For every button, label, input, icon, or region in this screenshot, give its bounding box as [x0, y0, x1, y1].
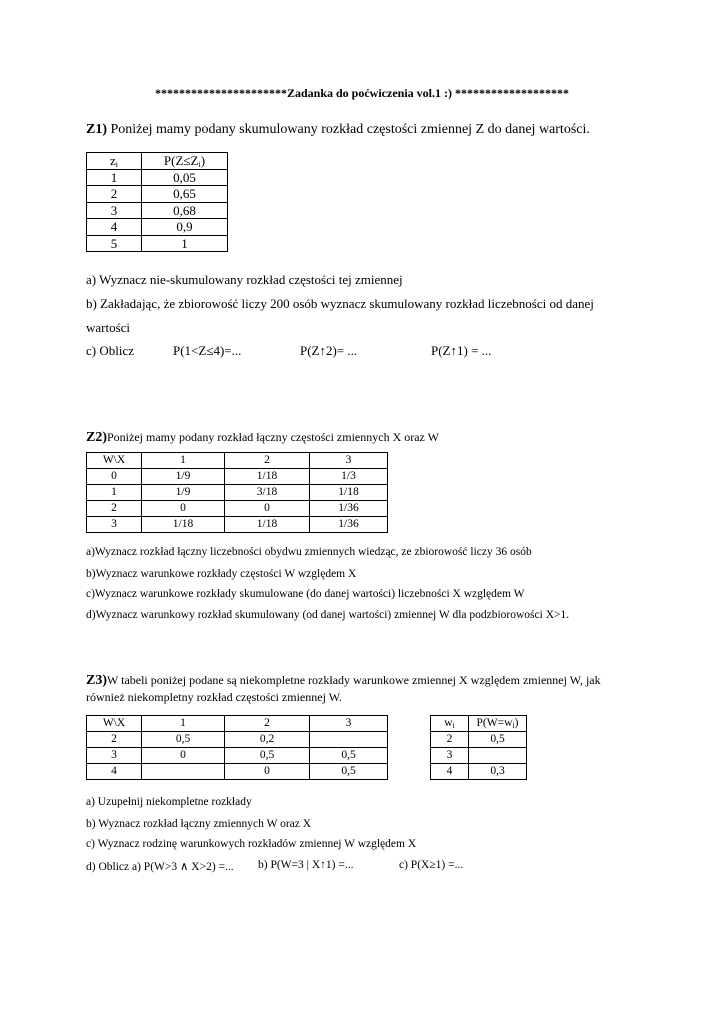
z3-intro-1: W tabeli poniżej podane są niekompletne rozkłady warunkowe zmiennej X względem zmiennej W, jak	[107, 673, 601, 687]
table-header-row	[87, 716, 388, 732]
table-row	[87, 235, 228, 252]
table-cell	[310, 732, 388, 748]
table-cell: 1/36	[310, 517, 388, 533]
table-cell: 0,5	[225, 748, 310, 764]
table-cell: 1/9	[142, 469, 225, 485]
table-cell: 1/18	[310, 485, 388, 501]
table-row	[87, 186, 228, 203]
z2-task-a: a)Wyznacz rozkład łączny liczebności obydwu zmiennych wiedząc, ze zbiorowość liczy 36 osób	[86, 546, 532, 558]
table-cell: 0,5	[310, 748, 388, 764]
header-cell: 3	[310, 716, 388, 732]
table-header-row	[87, 153, 228, 170]
table-cell: 0	[87, 469, 142, 485]
table-cell: 3	[431, 748, 469, 764]
table-cell: 5	[87, 235, 142, 252]
table-cell: 1/18	[225, 517, 310, 533]
table-cell: 1	[87, 169, 142, 186]
table-cell: 4	[87, 764, 142, 780]
table-cell: 0,05	[142, 169, 228, 186]
z1-task-a: a) Wyznacz nie-skumulowany rozkład częstości tej zmiennej	[86, 272, 403, 287]
z3-task-d-1: d) Oblicz a) P(W>3 ∧ X>2) =...	[86, 861, 234, 873]
table-cell: 0	[142, 501, 225, 517]
header-cell: W\X	[87, 453, 142, 469]
z3-task-c: c) Wyznacz rodzinę warunkowych rozkładów zmiennej W względem X	[86, 838, 417, 850]
table-cell: 2	[87, 732, 142, 748]
z2-task-d: d)Wyznacz warunkowy rozkład skumulowany (od danej wartości) zmiennej W dla podzbiorowości X>1.	[86, 609, 570, 621]
table-cell: 0	[225, 764, 310, 780]
header-cell: $P(Z\le Z_i)$	[142, 153, 228, 170]
table-cell: 1	[142, 235, 228, 252]
z2-heading	[86, 430, 439, 446]
table-cell: 0	[225, 501, 310, 517]
header-cell: 1	[142, 453, 225, 469]
table-cell: 3	[87, 517, 142, 533]
table-cell: 3/18	[225, 485, 310, 501]
table-row	[431, 748, 527, 764]
table-cell: 3	[87, 748, 142, 764]
table-cell: 1/3	[310, 469, 388, 485]
z3-table	[86, 715, 388, 780]
header-cell: 2	[225, 453, 310, 469]
z3-w-table	[430, 715, 527, 780]
header-cell: 2	[225, 716, 310, 732]
z2-task-b: b)Wyznacz warunkowe rozkłady częstości W względem X	[86, 568, 357, 580]
table-cell: 2	[431, 732, 469, 748]
table-row	[87, 469, 388, 485]
table-cell: 1/36	[310, 501, 388, 517]
table-cell: 1/18	[225, 469, 310, 485]
z3-intro-2: również niekompletny rozkład częstości zmiennej W.	[86, 690, 342, 704]
z3-task-d-3: c) P(X≥1) =...	[399, 859, 464, 871]
table-cell: 0,5	[142, 732, 225, 748]
table-cell	[469, 748, 527, 764]
table-row	[87, 732, 388, 748]
table-cell: 2	[87, 501, 142, 517]
z1-label: Z1)	[86, 122, 107, 137]
table-cell: 0,3	[469, 764, 527, 780]
table-row	[87, 485, 388, 501]
header-cell: $z_i$	[87, 153, 142, 170]
table-cell: 0,5	[310, 764, 388, 780]
table-cell	[142, 764, 225, 780]
table-row	[87, 169, 228, 186]
z1-table	[86, 152, 228, 252]
table-cell: 0,9	[142, 219, 228, 236]
header-cell: 1	[142, 716, 225, 732]
table-cell: 0,5	[469, 732, 527, 748]
header-cell: W\X	[87, 716, 142, 732]
z1-heading	[86, 122, 590, 138]
table-cell: 4	[431, 764, 469, 780]
table-row	[87, 764, 388, 780]
z3-task-b: b) Wyznacz rozkład łączny zmiennych W oraz X	[86, 818, 312, 830]
header-cell: 3	[310, 453, 388, 469]
z3-task-d-2: b) P(W=3 | X↑1) =...	[258, 859, 354, 871]
table-header-row	[431, 716, 527, 732]
z2-intro: Poniżej mamy podany rozkład łączny częstości zmiennych X oraz W	[107, 430, 439, 444]
z1-task-b: b) Zakładając, że zbiorowość liczy 200 osób wyznacz skumulowany rozkład liczebności od danej	[86, 296, 594, 311]
table-cell: 0,65	[142, 186, 228, 203]
z1-task-c-3: P(Z↑1) = ...	[431, 343, 492, 358]
z1-task-c-label: c) Oblicz	[86, 343, 135, 358]
table-cell: 2	[87, 186, 142, 203]
table-row	[87, 202, 228, 219]
z3-heading	[86, 672, 601, 706]
table-row	[87, 219, 228, 236]
table-row	[87, 501, 388, 517]
z1-intro: Poniżej mamy podany skumulowany rozkład częstości zmiennej Z do danej wartości.	[107, 122, 590, 137]
table-cell: 0,68	[142, 202, 228, 219]
table-cell: 0	[142, 748, 225, 764]
table-cell: 1	[87, 485, 142, 501]
table-row	[431, 764, 527, 780]
page-title: **********************Zadanka do poćwiczenia vol.1 :) *******************	[154, 86, 569, 100]
z1-task-c-2: P(Z↑2)= ...	[300, 343, 358, 358]
table-row	[87, 517, 388, 533]
table-cell: 3	[87, 202, 142, 219]
header-cell: $w_i$	[431, 716, 469, 732]
table-cell: 1/9	[142, 485, 225, 501]
table-row	[87, 748, 388, 764]
table-cell: 1/18	[142, 517, 225, 533]
z1-task-c-1: P(1<Z≤4)=...	[173, 343, 242, 358]
table-cell: 0,2	[225, 732, 310, 748]
z3-label: Z3)	[86, 673, 107, 688]
z2-label: Z2)	[86, 430, 107, 445]
table-row	[431, 732, 527, 748]
z2-table	[86, 452, 388, 533]
z3-task-a: a) Uzupełnij niekompletne rozkłady	[86, 796, 252, 808]
table-cell: 4	[87, 219, 142, 236]
z2-task-c: c)Wyznacz warunkowe rozkłady skumulowane (do danej wartości) liczebności X względem W	[86, 588, 525, 600]
header-cell: $P(W=w_i)$	[469, 716, 527, 732]
table-header-row	[87, 453, 388, 469]
z1-task-b-cont: wartości	[86, 320, 131, 335]
